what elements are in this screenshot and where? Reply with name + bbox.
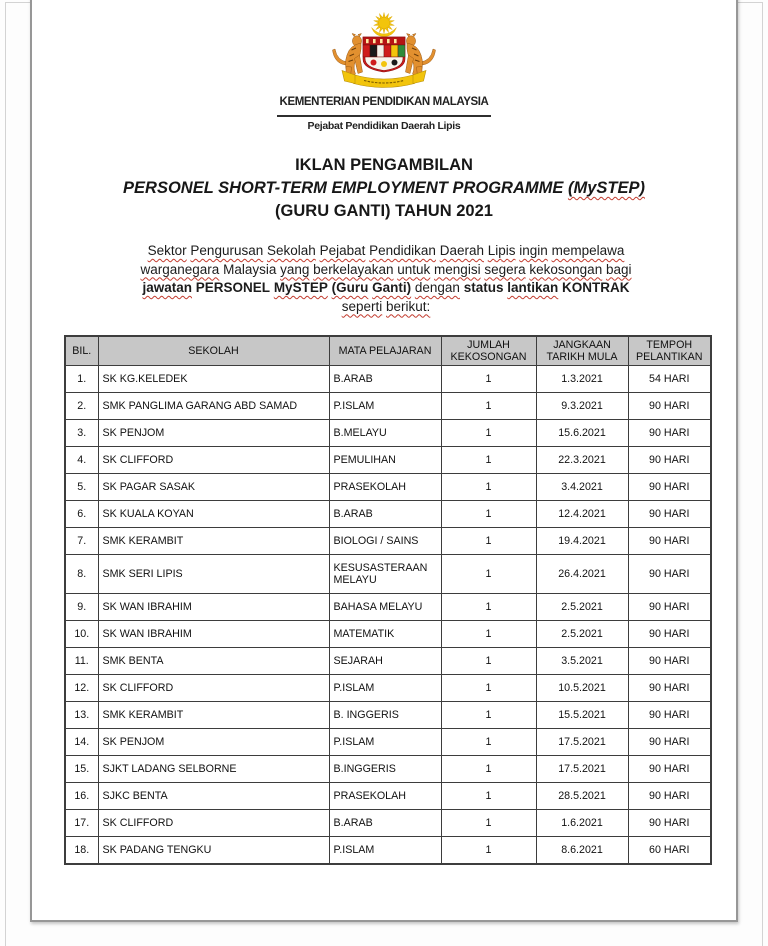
crest-svg — [325, 10, 443, 94]
announcement-title — [32, 154, 736, 223]
spellcheck-flagged-word: Sekolah — [267, 243, 316, 258]
table-row — [65, 555, 711, 594]
table-row — [65, 594, 711, 621]
table-cell: SK CLIFFORD — [98, 447, 329, 474]
table-cell: 7. — [65, 528, 98, 555]
crest-star — [372, 13, 397, 37]
table-row — [65, 648, 711, 675]
table-cell: SK PENJOM — [98, 420, 329, 447]
table-cell: SK KG.KELEDEK — [98, 366, 329, 393]
table-cell: SK KUALA KOYAN — [98, 501, 329, 528]
intro-paragraph — [66, 242, 706, 316]
spellcheck-flagged-word: Daerah — [439, 243, 484, 258]
table-cell: 6. — [65, 501, 98, 528]
table-row — [65, 783, 711, 810]
title-line3: (GURU GANTI) TAHUN 2021 — [275, 202, 493, 220]
department-name: Pejabat Pendidikan Daerah Lipis — [307, 120, 461, 132]
table-cell: 1 — [441, 783, 536, 810]
table-cell: 90 HARI — [628, 729, 711, 756]
table-cell: BIOLOGI / SAINS — [329, 528, 441, 555]
table-cell: 1 — [441, 729, 536, 756]
table-cell: 17. — [65, 810, 98, 837]
table-row — [65, 729, 711, 756]
table-cell: B.MELAYU — [329, 420, 441, 447]
table-cell: 9.3.2021 — [536, 393, 628, 420]
table-cell: BAHASA MELAYU — [329, 594, 441, 621]
crest-shield — [363, 37, 405, 72]
table-cell: 8. — [65, 555, 98, 594]
spellcheck-flagged-word: untuk — [397, 261, 431, 277]
ministry-name: KEMENTERIAN PENDIDIKAN MALAYSIA — [279, 96, 489, 108]
table-cell: 17.5.2021 — [536, 729, 628, 756]
letterhead-divider — [277, 115, 491, 117]
table-row — [65, 393, 711, 420]
table-cell: SMK KERAMBIT — [98, 702, 329, 729]
intro-word: PERSONEL — [195, 280, 271, 295]
table-cell: 90 HARI — [628, 393, 711, 420]
table-cell: 1 — [441, 366, 536, 393]
malaysia-coat-of-arms-icon — [325, 10, 443, 99]
table-cell: 1. — [65, 366, 98, 393]
column-header: TEMPOH PELANTIKAN — [628, 336, 711, 366]
intro-line — [66, 242, 706, 261]
table-row — [65, 621, 711, 648]
crest-tiger-left — [333, 34, 363, 77]
spellcheck-flagged-word: bagi — [605, 261, 632, 277]
table-cell: B.ARAB — [329, 366, 441, 393]
table-cell: 90 HARI — [628, 756, 711, 783]
table-row — [65, 702, 711, 729]
table-row — [65, 810, 711, 837]
spellcheck-flagged-word: (MySTEP) — [567, 179, 645, 197]
table-cell: 90 HARI — [628, 447, 711, 474]
table-cell: 17.5.2021 — [536, 756, 628, 783]
table-cell: 90 HARI — [628, 501, 711, 528]
table-cell: 13. — [65, 702, 98, 729]
table-cell: SK PADANG TENGKU — [98, 837, 329, 864]
intro-line — [66, 298, 706, 317]
table-row — [65, 837, 711, 864]
table-body — [65, 366, 711, 864]
title-line1: IKLAN PENGAMBILAN — [295, 156, 473, 174]
table-cell: 15. — [65, 756, 98, 783]
table-cell: 1 — [441, 501, 536, 528]
table-cell: 9. — [65, 594, 98, 621]
table-cell: 1 — [441, 447, 536, 474]
spellcheck-flagged-word: ingin — [519, 243, 548, 258]
table-cell: SK WAN IBRAHIM — [98, 621, 329, 648]
document-page — [30, 0, 738, 922]
table-cell: 1 — [441, 420, 536, 447]
column-header: SEKOLAH — [98, 336, 329, 366]
table-cell: 3.5.2021 — [536, 648, 628, 675]
table-cell: 10. — [65, 621, 98, 648]
table-cell: 90 HARI — [628, 810, 711, 837]
table-cell: 16. — [65, 783, 98, 810]
table-cell: B. INGGERIS — [329, 702, 441, 729]
spellcheck-flagged-word: segera — [484, 261, 526, 277]
table-cell: 90 HARI — [628, 420, 711, 447]
table-cell: PEMULIHAN — [329, 447, 441, 474]
table-cell: 14. — [65, 729, 98, 756]
intro-word: KONTRAK — [562, 280, 630, 295]
spellcheck-flagged-word: seperti — [341, 298, 383, 314]
table-cell: 1 — [441, 810, 536, 837]
table-cell: 12. — [65, 675, 98, 702]
table-cell: 1 — [441, 474, 536, 501]
spellcheck-flagged-word: Pendidikan — [369, 243, 436, 258]
table-cell: SJKT LADANG SELBORNE — [98, 756, 329, 783]
table-cell: 19.4.2021 — [536, 528, 628, 555]
spellcheck-flagged-word: berkelayakan — [313, 261, 394, 277]
table-cell: 1 — [441, 837, 536, 864]
table-cell: 2. — [65, 393, 98, 420]
spellcheck-flagged-word: warganegara — [140, 261, 220, 277]
table-cell: 1.3.2021 — [536, 366, 628, 393]
spellcheck-flagged-word: mengisi — [434, 261, 481, 277]
table-cell: SJKC BENTA — [98, 783, 329, 810]
table-cell: 11. — [65, 648, 98, 675]
table-row — [65, 366, 711, 393]
column-header: BIL. — [65, 336, 98, 366]
table-cell: 26.4.2021 — [536, 555, 628, 594]
table-row — [65, 447, 711, 474]
table-cell: 3. — [65, 420, 98, 447]
spellcheck-flagged-word: dengan — [414, 280, 460, 295]
table-row — [65, 474, 711, 501]
table-cell: 5. — [65, 474, 98, 501]
column-header: MATA PELAJARAN — [329, 336, 441, 366]
table-cell: 1 — [441, 756, 536, 783]
table-row — [65, 675, 711, 702]
table-cell: 1 — [441, 648, 536, 675]
table-cell: 90 HARI — [628, 648, 711, 675]
table-header-row — [65, 336, 711, 366]
intro-line — [66, 261, 706, 280]
crest-tiger-right — [406, 34, 436, 77]
intro-word: status — [463, 280, 504, 295]
table-cell: B.ARAB — [329, 810, 441, 837]
spellcheck-flagged-word: berikut: — [386, 298, 431, 314]
table-cell: P.ISLAM — [329, 729, 441, 756]
table-cell: SMK KERAMBIT — [98, 528, 329, 555]
table-cell: 15.6.2021 — [536, 420, 628, 447]
table-cell: 1 — [441, 528, 536, 555]
table-cell: P.ISLAM — [329, 837, 441, 864]
table-cell: 1 — [441, 702, 536, 729]
intro-line — [66, 279, 706, 298]
table-cell: 28.5.2021 — [536, 783, 628, 810]
table-cell: 1 — [441, 555, 536, 594]
table-cell: SK CLIFFORD — [98, 810, 329, 837]
spellcheck-flagged-word: mempelawa — [551, 243, 625, 258]
table-cell: SK CLIFFORD — [98, 675, 329, 702]
table-cell: 90 HARI — [628, 594, 711, 621]
table-cell: SK PENJOM — [98, 729, 329, 756]
table-cell: PRASEKOLAH — [329, 783, 441, 810]
table-cell: SK PAGAR SASAK — [98, 474, 329, 501]
table-cell: 2.5.2021 — [536, 621, 628, 648]
table-cell: 60 HARI — [628, 837, 711, 864]
table-cell: 1 — [441, 621, 536, 648]
table-cell: 22.3.2021 — [536, 447, 628, 474]
column-header: JANGKAAN TARIKH MULA — [536, 336, 628, 366]
spellcheck-flagged-word: jawatan — [142, 280, 193, 295]
spellcheck-flagged-word: Pengurusan — [190, 243, 264, 258]
table-cell: 4. — [65, 447, 98, 474]
table-cell: 12.4.2021 — [536, 501, 628, 528]
table-cell: 90 HARI — [628, 702, 711, 729]
table-cell: 90 HARI — [628, 555, 711, 594]
table-cell: 3.4.2021 — [536, 474, 628, 501]
table-row — [65, 528, 711, 555]
table-cell: 10.5.2021 — [536, 675, 628, 702]
table-cell: 90 HARI — [628, 621, 711, 648]
table-cell: P.ISLAM — [329, 393, 441, 420]
table-cell: 1.6.2021 — [536, 810, 628, 837]
spellcheck-flagged-word: Ganti) — [372, 280, 412, 295]
table-cell: SEJARAH — [329, 648, 441, 675]
table-cell: 2.5.2021 — [536, 594, 628, 621]
table-cell: 90 HARI — [628, 783, 711, 810]
spellcheck-flagged-word: MySTEP — [273, 280, 328, 295]
column-header: JUMLAH KEKOSONGAN — [441, 336, 536, 366]
table-cell: MATEMATIK — [329, 621, 441, 648]
vacancy-table — [64, 335, 712, 865]
table-cell: SMK SERI LIPIS — [98, 555, 329, 594]
table-cell: 90 HARI — [628, 474, 711, 501]
table-cell: KESUSASTERAAN MELAYU — [329, 555, 441, 594]
table-cell: PRASEKOLAH — [329, 474, 441, 501]
intro-word: Malaysia — [223, 261, 277, 277]
table-cell: 90 HARI — [628, 528, 711, 555]
spellcheck-flagged-word: Lipis — [487, 243, 516, 258]
table-cell: 18. — [65, 837, 98, 864]
spellcheck-flagged-word: Sektor — [147, 243, 187, 258]
table-cell: 1 — [441, 594, 536, 621]
table-cell: SMK PANGLIMA GARANG ABD SAMAD — [98, 393, 329, 420]
table-cell: 90 HARI — [628, 675, 711, 702]
table-cell: SK WAN IBRAHIM — [98, 594, 329, 621]
table-row — [65, 420, 711, 447]
table-row — [65, 756, 711, 783]
table-cell: SMK BENTA — [98, 648, 329, 675]
table-cell: 54 HARI — [628, 366, 711, 393]
title-line2: PERSONEL SHORT-TERM EMPLOYMENT PROGRAMME (MySTEP) — [123, 179, 645, 197]
spellcheck-flagged-word: kekosongan — [529, 261, 603, 277]
spellcheck-flagged-word: Pejabat — [319, 243, 366, 258]
table-cell: 8.6.2021 — [536, 837, 628, 864]
table-cell: B.ARAB — [329, 501, 441, 528]
spellcheck-flagged-word: lantikan — [507, 280, 559, 295]
spellcheck-flagged-word: (Guru — [331, 280, 369, 295]
spellcheck-flagged-word: yang — [280, 261, 310, 277]
table-cell: P.ISLAM — [329, 675, 441, 702]
table-row — [65, 501, 711, 528]
table-cell: 1 — [441, 393, 536, 420]
table-cell: 1 — [441, 675, 536, 702]
table-cell: B.INGGERIS — [329, 756, 441, 783]
table-cell: 15.5.2021 — [536, 702, 628, 729]
